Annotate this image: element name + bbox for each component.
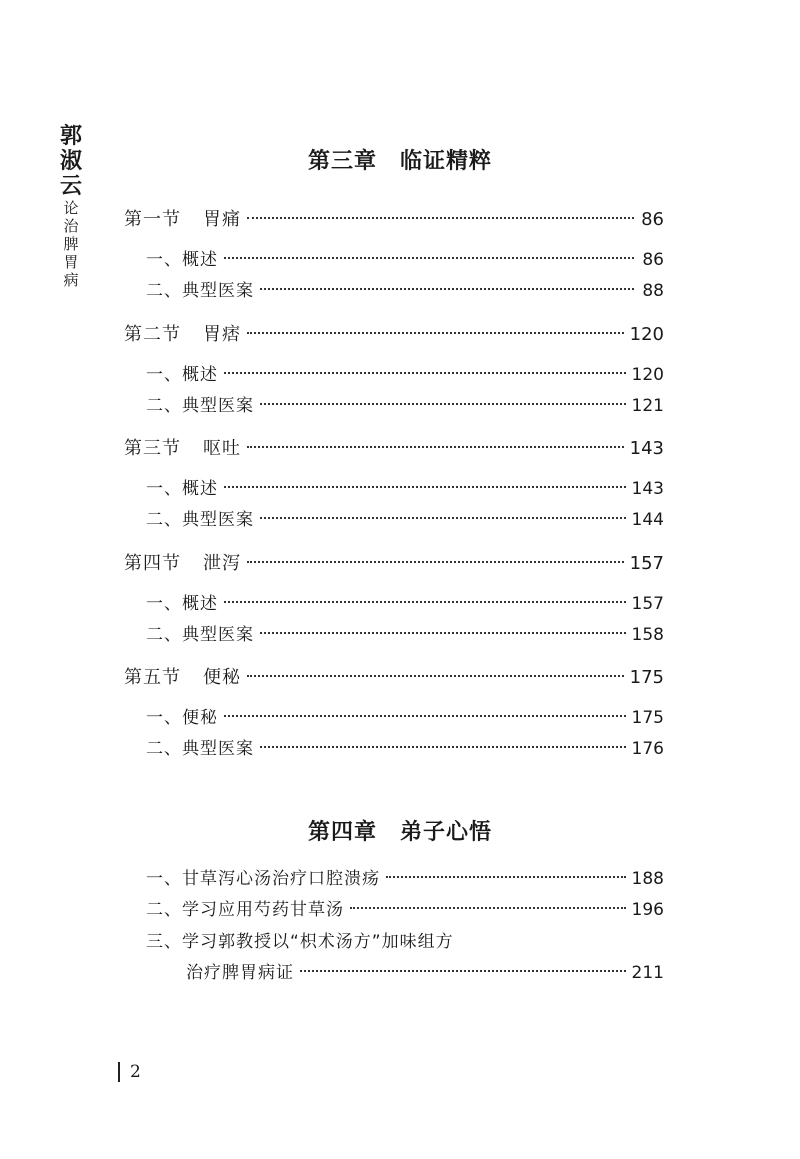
item-label: 二、学习应用芍药甘草汤 xyxy=(146,900,344,920)
toc-subsection[interactable] xyxy=(146,361,664,389)
toc-subsection[interactable] xyxy=(146,590,664,618)
page-number: 143 xyxy=(631,479,664,499)
subsection-label: 二、典型医案 xyxy=(146,510,254,530)
section-label: 第二节 胃痞 xyxy=(124,324,241,345)
page-number: 175 xyxy=(631,708,664,728)
subsection-label: 二、典型医案 xyxy=(146,625,254,645)
page-number: 196 xyxy=(631,900,664,920)
toc-section-1[interactable] xyxy=(124,206,664,234)
leader-dots xyxy=(224,257,634,259)
toc-subsection[interactable] xyxy=(146,704,664,732)
leader-dots xyxy=(224,601,626,603)
toc-item[interactable] xyxy=(186,959,664,987)
leader-dots xyxy=(260,746,626,748)
toc-section-3[interactable] xyxy=(124,435,664,463)
toc-subsection[interactable] xyxy=(146,277,664,305)
subsection-label: 一、便秘 xyxy=(146,708,218,728)
toc-subsection[interactable] xyxy=(146,506,664,534)
page-number: 157 xyxy=(629,553,664,574)
running-title-char: 郭 xyxy=(59,123,82,149)
toc-subsection[interactable] xyxy=(146,735,664,763)
running-title-char: 淑 xyxy=(59,148,82,174)
toc-section-5[interactable] xyxy=(124,664,664,692)
page-number: 157 xyxy=(631,594,664,614)
toc-section-4[interactable] xyxy=(124,550,664,578)
toc-section-2[interactable] xyxy=(124,321,664,349)
section-label: 第四节 泄泻 xyxy=(124,553,241,574)
leader-dots xyxy=(224,715,626,717)
running-title-char: 论 xyxy=(63,199,79,217)
item-label-line2: 治疗脾胃病证 xyxy=(186,963,294,983)
leader-dots xyxy=(247,561,624,563)
leader-dots xyxy=(260,517,626,519)
leader-dots xyxy=(224,486,626,488)
subsection-label: 一、概述 xyxy=(146,594,218,614)
leader-dots xyxy=(224,372,626,374)
page-number: 176 xyxy=(631,739,664,759)
chapter-3-title: 第三章 临证精粹 xyxy=(307,148,492,174)
subsection-label: 二、典型医案 xyxy=(146,396,254,416)
running-title-char: 脾 xyxy=(63,235,79,253)
page-number: 120 xyxy=(631,365,664,385)
leader-dots xyxy=(247,446,624,448)
leader-dots xyxy=(386,876,626,878)
page-number: 188 xyxy=(631,869,664,889)
page-number: 86 xyxy=(641,209,664,230)
subsection-label: 一、概述 xyxy=(146,365,218,385)
running-title-char: 病 xyxy=(63,271,79,289)
toc-subsection[interactable] xyxy=(146,392,664,420)
toc-subsection[interactable] xyxy=(146,246,664,274)
leader-dots xyxy=(247,217,634,219)
leader-dots xyxy=(300,970,626,972)
page-number: 121 xyxy=(631,396,664,416)
item-label: 一、甘草泻心汤治疗口腔溃疡 xyxy=(146,869,380,889)
page-number: 211 xyxy=(631,963,664,983)
section-label: 第一节 胃痛 xyxy=(124,209,241,230)
leader-dots xyxy=(350,907,626,909)
toc-item[interactable] xyxy=(146,896,664,924)
item-label-line1[interactable]: 三、学习郭教授以“枳术汤方”加味组方 xyxy=(146,932,454,952)
leader-dots xyxy=(260,632,626,634)
page-number: 144 xyxy=(631,510,664,530)
page-footer xyxy=(118,1062,141,1082)
page-number: 88 xyxy=(642,281,664,301)
leader-dots xyxy=(260,288,634,290)
page-number: 120 xyxy=(629,324,664,345)
subsection-label: 二、典型医案 xyxy=(146,281,254,301)
section-label: 第三节 呕吐 xyxy=(124,438,241,459)
subsection-label: 二、典型医案 xyxy=(146,739,254,759)
page-number: 158 xyxy=(631,625,664,645)
footer-rule xyxy=(118,1062,120,1082)
footer-page-number: 2 xyxy=(130,1062,141,1082)
running-title-char: 治 xyxy=(63,217,79,235)
leader-dots xyxy=(247,332,624,334)
toc-subsection[interactable] xyxy=(146,475,664,503)
leader-dots xyxy=(247,675,624,677)
subsection-label: 一、概述 xyxy=(146,479,218,499)
chapter-4-title: 第四章 弟子心悟 xyxy=(307,819,492,845)
leader-dots xyxy=(260,403,626,405)
section-label: 第五节 便秘 xyxy=(124,667,241,688)
running-title-char: 胃 xyxy=(63,253,79,271)
toc-subsection[interactable] xyxy=(146,621,664,649)
page-number: 86 xyxy=(642,250,664,270)
running-title-char: 云 xyxy=(59,173,82,199)
page-number: 143 xyxy=(629,438,664,459)
page-number: 175 xyxy=(629,667,664,688)
toc-item[interactable] xyxy=(146,865,664,893)
subsection-label: 一、概述 xyxy=(146,250,218,270)
